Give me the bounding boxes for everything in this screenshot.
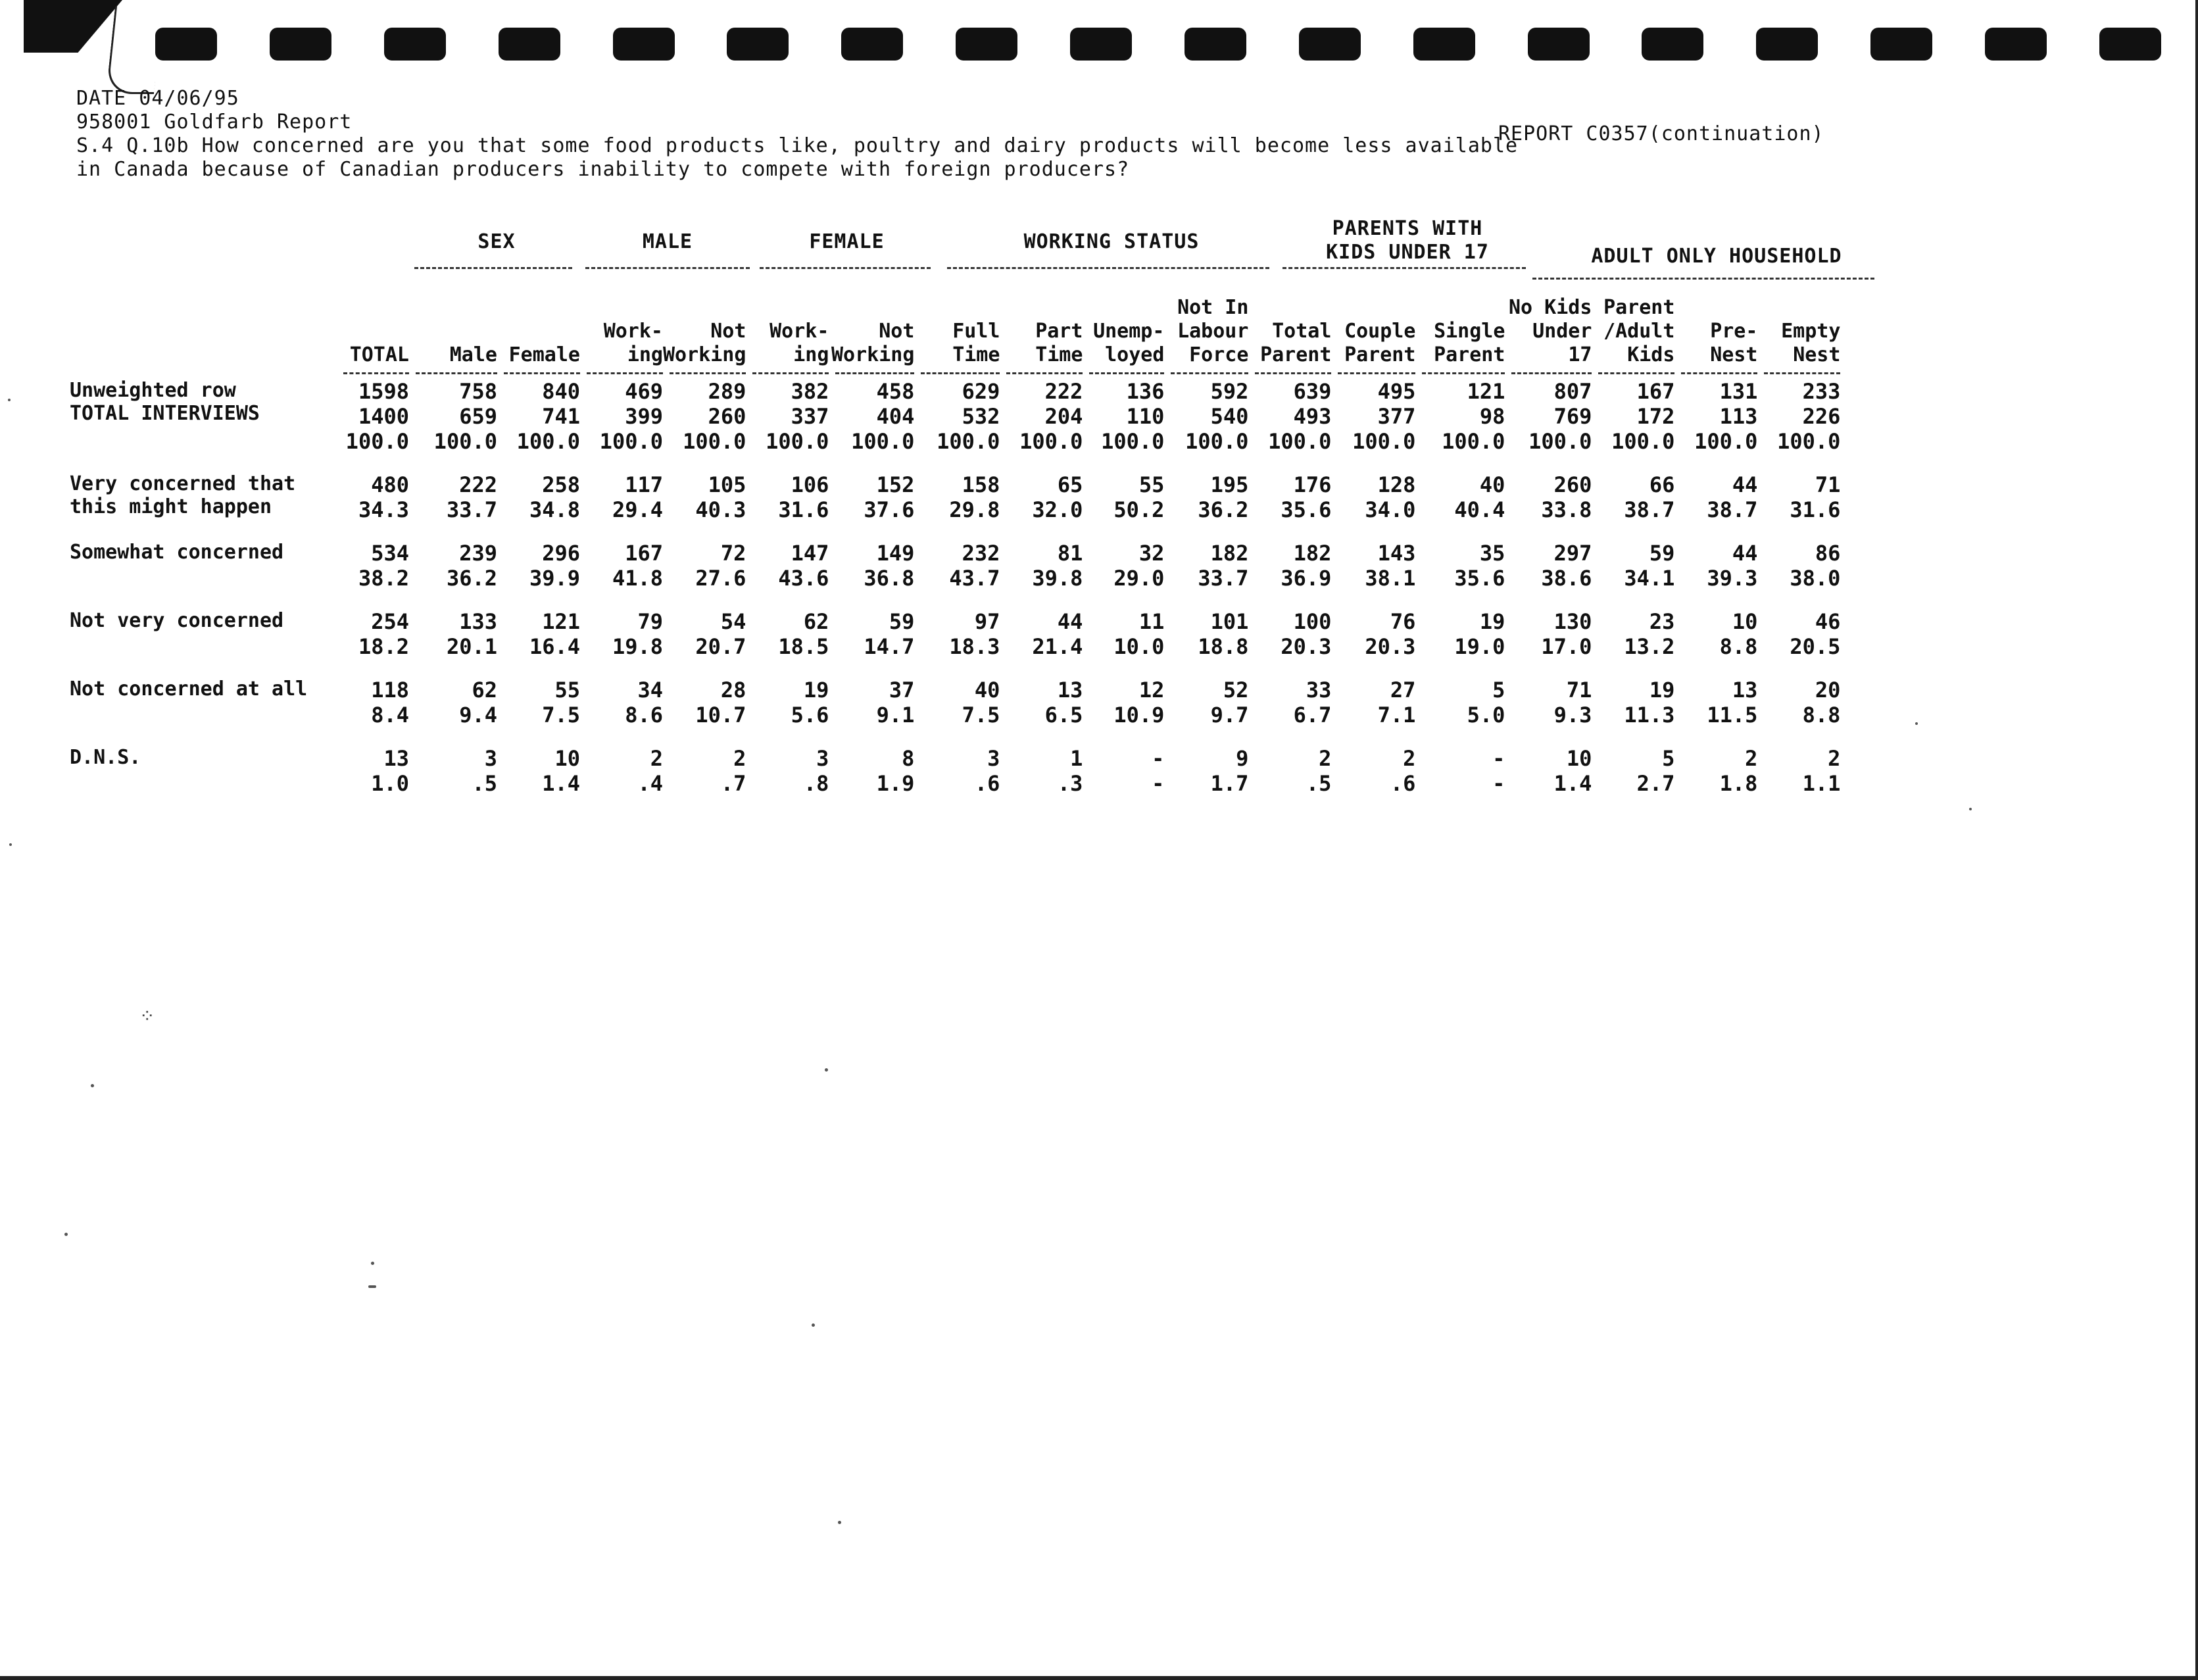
feed-hole	[727, 28, 789, 61]
col-header-female-working: Work- ing	[769, 320, 829, 366]
table-cell: 55 50.2	[1113, 472, 1165, 522]
group-header-adult-only-household: ADULT ONLY HOUSEHOLD	[1591, 245, 1842, 268]
table-cell: 3 .5	[472, 746, 497, 796]
table-cell: 3 .8	[803, 746, 829, 796]
table-cell: 5 5.0	[1467, 678, 1505, 728]
row-label: Unweighted row TOTAL INTERVIEWS	[70, 379, 260, 425]
feed-hole	[2099, 28, 2161, 61]
table-cell: 807 769 100.0	[1528, 379, 1592, 454]
feed-hole	[841, 28, 903, 61]
feed-hole	[155, 28, 217, 61]
col-header-unemployed: Unemp- loyed	[1093, 320, 1165, 366]
col-rule	[1674, 367, 1757, 379]
row-label: Not concerned at all	[70, 678, 308, 701]
scan-speck	[8, 399, 11, 401]
table-row-somewhat-concerned	[70, 541, 1840, 609]
table-row-dns	[70, 746, 1840, 814]
feed-hole	[1870, 28, 1932, 61]
table-cell: 1 .3	[1057, 746, 1083, 796]
col-rule	[1505, 367, 1592, 379]
table-cell: 37 9.1	[876, 678, 915, 728]
row-label: Very concerned that this might happen	[70, 472, 296, 518]
col-rule	[1083, 367, 1164, 379]
table-cell: 71 31.6	[1790, 472, 1841, 522]
col-header-total-parent: Total Parent	[1260, 320, 1332, 366]
table-cell: 9 1.7	[1210, 746, 1249, 796]
table-cell: 239 36.2	[446, 541, 497, 591]
table-cell: 19 19.0	[1454, 609, 1505, 659]
table-cell: 20 8.8	[1802, 678, 1841, 728]
col-rule	[914, 367, 1000, 379]
table-cell: 289 260 100.0	[683, 379, 746, 454]
tractor-feed-holes	[155, 28, 2161, 64]
table-cell: 232 43.7	[949, 541, 1000, 591]
col-header-male: Male	[449, 343, 497, 366]
table-cell: 1598 1400 100.0	[345, 379, 409, 454]
table-cell: 62 18.5	[778, 609, 829, 659]
feed-hole	[1299, 28, 1361, 61]
col-header-parent-adult-kids: Parent /Adult Kids	[1603, 296, 1675, 366]
scan-speck	[838, 1521, 841, 1524]
col-rule	[1415, 367, 1505, 379]
table-cell: 44 21.4	[1032, 609, 1083, 659]
table-cell: 382 337 100.0	[766, 379, 829, 454]
table-cell: 59 34.1	[1624, 541, 1675, 591]
table-cell: 46 20.5	[1790, 609, 1841, 659]
group-rule-adult-only-household	[1532, 278, 1874, 280]
table-cell: 71 9.3	[1553, 678, 1592, 728]
col-rule	[409, 367, 497, 379]
table-cell: 86 38.0	[1790, 541, 1841, 591]
table-cell: 11 10.0	[1113, 609, 1165, 659]
group-header-female: FEMALE	[809, 230, 885, 253]
table-cell: 55 7.5	[542, 678, 580, 728]
col-rule	[663, 367, 746, 379]
stub-rule	[70, 367, 337, 379]
table-cell: 40 7.5	[962, 678, 1000, 728]
col-header-female-not-working: Not Working	[831, 320, 915, 366]
group-header-parents: PARENTS WITH KIDS UNDER 17	[1326, 217, 1489, 264]
row-label: D.N.S.	[70, 746, 141, 769]
table-row-total-interviews	[70, 379, 1840, 472]
col-rule	[746, 367, 829, 379]
table-cell: 12 10.9	[1113, 678, 1165, 728]
feed-hole	[270, 28, 331, 61]
report-date: DATE 04/06/95	[76, 87, 239, 110]
table-cell: 176 35.6	[1281, 472, 1332, 522]
col-rule	[1757, 367, 1840, 379]
table-cell: 136 110 100.0	[1101, 379, 1165, 454]
scan-speck	[9, 843, 12, 846]
table-cell: 62 9.4	[459, 678, 497, 728]
table-cell: 66 38.7	[1624, 472, 1675, 522]
table-cell: 2 .6	[1390, 746, 1416, 796]
report-id: REPORT C0357(continuation)	[1498, 122, 1824, 145]
table-row-very-concerned	[70, 472, 1840, 541]
table-cell: 101 18.8	[1198, 609, 1249, 659]
table-cell: 8 1.9	[876, 746, 915, 796]
col-header-part-time: Part Time	[1035, 320, 1083, 366]
col-rule	[1592, 367, 1674, 379]
table-cell: 19 11.3	[1624, 678, 1675, 728]
col-header-single-parent: Single Parent	[1434, 320, 1505, 366]
group-rule-working-status	[947, 267, 1269, 269]
table-cell: 222 204 100.0	[1019, 379, 1083, 454]
scan-speck	[91, 1084, 94, 1087]
table-cell: 44 39.3	[1707, 541, 1758, 591]
stub-header	[70, 289, 337, 367]
feed-hole	[613, 28, 675, 61]
table-cell: 297 38.6	[1541, 541, 1592, 591]
col-header-pre-nest: Pre- Nest	[1710, 320, 1758, 366]
table-cell: 100 20.3	[1281, 609, 1332, 659]
col-rule	[1331, 367, 1415, 379]
table-cell: 2 .5	[1306, 746, 1332, 796]
col-header-male-not-working: Not Working	[663, 320, 746, 366]
col-header-full-time: Full Time	[952, 320, 1000, 366]
scan-speck	[371, 1262, 374, 1265]
table-cell: 117 29.4	[612, 472, 663, 522]
report-name: 958001 Goldfarb Report	[76, 111, 353, 134]
scan-speck	[368, 1285, 376, 1288]
table-cell: 13 6.5	[1044, 678, 1083, 728]
table-cell: 147 43.6	[778, 541, 829, 591]
col-rule	[337, 367, 409, 379]
col-header-not-in-labour-force: Not In Labour Force	[1177, 296, 1249, 366]
question-text-line-1: S.4 Q.10b How concerned are you that some food products like, poultry and dairy products will become less available	[76, 134, 1519, 157]
table-cell: 97 18.3	[949, 609, 1000, 659]
table-cell: 158 29.8	[949, 472, 1000, 522]
table-cell: 2 .4	[637, 746, 663, 796]
table-cell: 19 5.6	[791, 678, 829, 728]
table-cell: 105 40.3	[695, 472, 746, 522]
table-cell: - -	[1492, 746, 1505, 796]
table-cell: 44 38.7	[1707, 472, 1758, 522]
feed-hole	[1184, 28, 1246, 61]
table-cell: 27 7.1	[1377, 678, 1416, 728]
scan-speck	[1969, 808, 1972, 810]
table-cell: 10 1.4	[542, 746, 580, 796]
scan-artifact: ⁘	[139, 1005, 155, 1027]
table-cell: 81 39.8	[1032, 541, 1083, 591]
col-rule	[1248, 367, 1331, 379]
table-cell: 5 2.7	[1636, 746, 1675, 796]
col-header-couple-parent: Couple Parent	[1344, 320, 1416, 366]
table-cell: 106 31.6	[778, 472, 829, 522]
question-text-line-2: in Canada because of Canadian producers inability to compete with foreign producers?	[76, 158, 1130, 181]
table-cell: 182 33.7	[1198, 541, 1249, 591]
table-cell: 34 8.6	[625, 678, 663, 728]
table-cell: 639 493 100.0	[1268, 379, 1332, 454]
table-cell: 59 14.7	[864, 609, 915, 659]
group-rule-male	[585, 267, 750, 269]
table-cell: 35 35.6	[1454, 541, 1505, 591]
table-cell: 258 34.8	[529, 472, 580, 522]
table-cell: - -	[1152, 746, 1165, 796]
table-cell: 592 540 100.0	[1185, 379, 1249, 454]
table-cell: 2 .7	[720, 746, 746, 796]
column-header-row	[70, 289, 1840, 367]
table-cell: 143 38.1	[1365, 541, 1416, 591]
table-cell: 32 29.0	[1113, 541, 1165, 591]
table-cell: 480 34.3	[358, 472, 409, 522]
table-cell: 13 1.0	[371, 746, 409, 796]
feed-hole	[1756, 28, 1818, 61]
scan-speck	[1915, 722, 1918, 725]
table-cell: 3 .6	[974, 746, 1000, 796]
table-cell: 458 404 100.0	[851, 379, 915, 454]
scan-speck	[812, 1323, 815, 1327]
table-cell: 121 16.4	[529, 609, 580, 659]
col-rule	[1000, 367, 1083, 379]
table-cell: 149 36.8	[864, 541, 915, 591]
table-cell: 167 172 100.0	[1611, 379, 1675, 454]
table-cell: 65 32.0	[1032, 472, 1083, 522]
table-cell: 254 18.2	[358, 609, 409, 659]
col-rule	[829, 367, 914, 379]
table-cell: 33 6.7	[1293, 678, 1332, 728]
corner-fold	[106, 7, 163, 94]
table-cell: 10 8.8	[1719, 609, 1758, 659]
col-rule	[1164, 367, 1248, 379]
feed-hole	[1413, 28, 1475, 61]
table-cell: 72 27.6	[695, 541, 746, 591]
feed-hole	[384, 28, 446, 61]
table-cell: 76 20.3	[1365, 609, 1416, 659]
table-cell: 54 20.7	[695, 609, 746, 659]
crosstab-table	[70, 289, 1840, 814]
col-header-no-kids-under-17: No Kids Under 17	[1509, 296, 1592, 366]
table-cell: 79 19.8	[612, 609, 663, 659]
table-cell: 10 1.4	[1553, 746, 1592, 796]
row-label: Somewhat concerned	[70, 541, 284, 564]
table-cell: 40 40.4	[1454, 472, 1505, 522]
table-cell: 130 17.0	[1541, 609, 1592, 659]
col-rule	[497, 367, 580, 379]
group-header-working-status: WORKING STATUS	[1023, 230, 1200, 253]
group-header-sex: SEX	[477, 230, 516, 253]
feed-hole	[1528, 28, 1590, 61]
table-cell: 840 741 100.0	[516, 379, 580, 454]
table-cell: 128 34.0	[1365, 472, 1416, 522]
table-cell: 233 226 100.0	[1777, 379, 1841, 454]
group-rule-parents	[1282, 267, 1526, 269]
table-cell: 534 38.2	[358, 541, 409, 591]
table-cell: 260 33.8	[1541, 472, 1592, 522]
col-header-total: TOTAL	[349, 343, 409, 366]
feed-hole	[499, 28, 560, 61]
group-header-male: MALE	[642, 230, 693, 253]
table-cell: 121 98 100.0	[1442, 379, 1505, 454]
table-cell: 2 1.1	[1802, 746, 1841, 796]
table-cell: 469 399 100.0	[599, 379, 663, 454]
col-header-empty-nest: Empty Nest	[1781, 320, 1841, 366]
table-cell: 13 11.5	[1707, 678, 1758, 728]
table-cell: 758 659 100.0	[433, 379, 497, 454]
feed-hole	[1070, 28, 1132, 61]
table-cell: 133 20.1	[446, 609, 497, 659]
group-rule-female	[760, 267, 931, 269]
table-cell: 629 532 100.0	[937, 379, 1000, 454]
col-header-male-working: Work- ing	[603, 320, 663, 366]
table-row-not-very-concerned	[70, 609, 1840, 678]
table-cell: 23 13.2	[1624, 609, 1675, 659]
scan-speck	[64, 1233, 68, 1236]
table-cell: 296 39.9	[529, 541, 580, 591]
row-label: Not very concerned	[70, 609, 284, 632]
feed-hole	[1985, 28, 2047, 61]
group-rule-sex	[414, 267, 572, 269]
table-row-not-concerned-at-all	[70, 678, 1840, 746]
scan-speck	[825, 1068, 828, 1072]
table-cell: 28 10.7	[695, 678, 746, 728]
table-cell: 2 1.8	[1719, 746, 1758, 796]
table-cell: 195 36.2	[1198, 472, 1249, 522]
table-cell: 52 9.7	[1210, 678, 1249, 728]
feed-hole	[956, 28, 1017, 61]
table-cell: 495 377 100.0	[1352, 379, 1416, 454]
feed-hole	[1642, 28, 1703, 61]
header-rule-row	[70, 367, 1840, 379]
col-rule	[580, 367, 663, 379]
col-header-female: Female	[508, 343, 580, 366]
table-cell: 222 33.7	[446, 472, 497, 522]
table-cell: 131 113 100.0	[1694, 379, 1758, 454]
table-cell: 182 36.9	[1281, 541, 1332, 591]
table-cell: 167 41.8	[612, 541, 663, 591]
table-cell: 152 37.6	[864, 472, 915, 522]
table-cell: 118 8.4	[371, 678, 409, 728]
